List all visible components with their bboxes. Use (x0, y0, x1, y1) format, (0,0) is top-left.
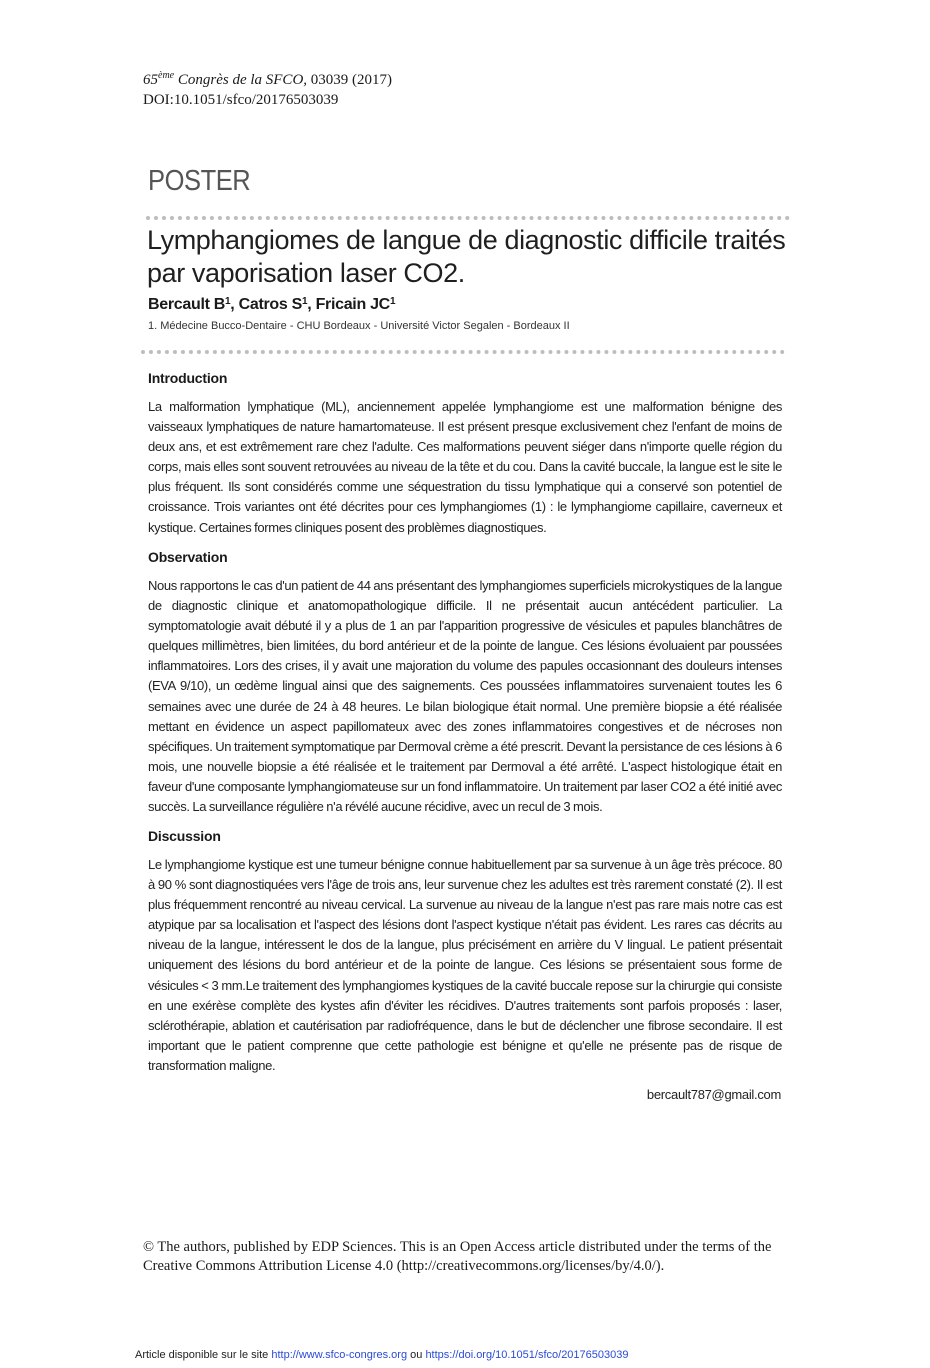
doi-link[interactable]: https://doi.org/10.1051/sfco/20176503039 (425, 1349, 629, 1361)
poster-label: POSTER (148, 165, 251, 197)
author-name: Catros S (238, 296, 302, 313)
citation: 03039 (2017) (307, 72, 393, 88)
author-list (148, 295, 395, 315)
article-title: Lymphangiomes de langue de diagnostic difficile traités par vaporisation laser CO2. (147, 225, 786, 288)
site-link[interactable]: http://www.sfco-congres.org (271, 1349, 408, 1361)
author-name: Fricain JC (315, 296, 390, 313)
author-separator: , (230, 296, 239, 313)
footer-prefix: Article disponible sur le site (135, 1349, 272, 1361)
author-separator: , (307, 296, 316, 313)
footer (135, 1348, 629, 1362)
edition-suffix: ème (158, 70, 175, 81)
section-text-discussion: Le lymphangiome kystique est une tumeur bénigne connue habituellement par sa survenue à un âge très précoce. 80 à 90 % sont diagnostiquées vers l'âge de trois ans, leur survenue chez les adultes est très rarement constaté (2). Il est plus fréquemment rencontré au niveau cervical. La survenue au niveau de la langue n'est pas rare mais notre cas est atypique par sa localisation et l'aspect des lésions dont l'aspect kystique n'était pas évident. Les rares cas décrits au niveau de la langue, intéressent le dos de la langue, plus précisément en arrière du V lingual. Le patient présentait uniquement des lésions du bord antérieur et de la pointe de langue. Ces lésions se présentaient sous forme de vésicules < 3 mm.Le traitement des lymphangiomes kystiques de la cavité buccale repose sur la chirurgie qui consiste en une exérèse complète des kystes afin d'éviter les récidives. D'autres traitements sont parfois proposés : laser, sclérothérapie, ablation et cautérisation par radiofréquence, dans le but de déclencher une fibrose secondaire. Il est important que le patient comprenne que cette pathologie est bénigne et qu'elle ne présente pas de risque de transformation maligne. (148, 857, 782, 1073)
author-affiliation-mark: 1 (225, 296, 231, 307)
section-text-introduction: La malformation lymphatique (ML), anciennement appelée lymphangiome est une malformation bénigne des vaisseaux lymphatiques de nature hamartomateuse. Il est présent presque exclusivement chez l'enfant de moins de deux ans, et est extrêmement rare chez l'adulte. Ces malformations peuvent siéger dans n'importe quelle région du corps, mais elles sont souvent retrouvées au niveau de la tête et du cou. Dans la cavité buccale, la langue est le site le plus fréquent. Ils sont considérés comme une séquestration du tissu lymphatique qui a conservé son potentiel de croissance. Trois variantes ont été décrites pour ces lymphangiomes (1) : le lymphangiome capillaire, caverneux et kystique. Certaines formes cliniques posent des problèmes diagnostiques. (148, 399, 782, 535)
dotted-divider-bottom (141, 350, 785, 354)
affiliation: 1. Médecine Bucco-Dentaire - CHU Bordeaux - Université Victor Segalen - Bordeaux II (148, 320, 570, 332)
footer-conjunction: ou (407, 1349, 426, 1361)
author-affiliation-mark: 1 (302, 296, 308, 307)
license-notice: © The authors, published by EDP Sciences. This is an Open Access article distributed under the terms of the Creative Commons Attribution License 4.0 (http://creativecommons.org/licenses/by/4.0/). (143, 1239, 772, 1274)
contact-email[interactable]: bercault787@gmail.com (646, 1087, 781, 1102)
congress-name: Congrès de la SFCO, (174, 72, 308, 88)
journal-reference (143, 70, 392, 90)
section-text-observation: Nous rapportons le cas d'un patient de 44 ans présentant des lymphangiomes superficiels microkystiques de la langue de diagnostic clinique et anatomopathologique difficile. Il ne présentait aucun antécédent particulier. La symptomatologie avait débuté il y a plus de 1 an par l'apparition progressive de vésicules et papules blanchâtres de quelques millimètres, bien limitées, du bord antérieur et de la pointe de langue. Ces lésions évoluaient par poussées inflammatoires. Lors des crises, il y avait une majoration du volume des papules occasionnant des douleurs intenses (EVA 9/10), un œdème lingual ainsi que des saignements. Ces poussées inflammatoires survenaient toutes les 6 semaines avec une durée de 24 à 48 heures. Le bilan biologique était normal. Une première biopsie a été réalisée mettant en évidence un aspect papillomateux avec des zones inflammatoires congestives et de nécroses non spécifiques. Un traitement symptomatique par Dermoval crème a été prescrit. Devant la persistance de ces lésions à 6 mois, une nouvelle biopsie a été réalisée et le traitement par Dermoval a été arrêté. L'aspect histologique était en faveur d'une composante lymphangiomateuse sur un fond inflammatoire. Un traitement par laser CO2 a été initié avec succès. La surveillance régulière n'a révélé aucune récidive, avec un recul de 3 mois. (148, 578, 782, 815)
dotted-divider-top (146, 216, 790, 220)
section-heading-observation: Observation (148, 549, 228, 565)
author-affiliation-mark: 1 (389, 296, 396, 307)
section-heading-discussion: Discussion (148, 828, 221, 844)
author-name: Bercault B (148, 296, 226, 313)
section-heading-introduction: Introduction (148, 370, 228, 386)
edition-number: 65 (143, 72, 158, 88)
doi: DOI:10.1051/sfco/20176503039 (143, 92, 339, 108)
